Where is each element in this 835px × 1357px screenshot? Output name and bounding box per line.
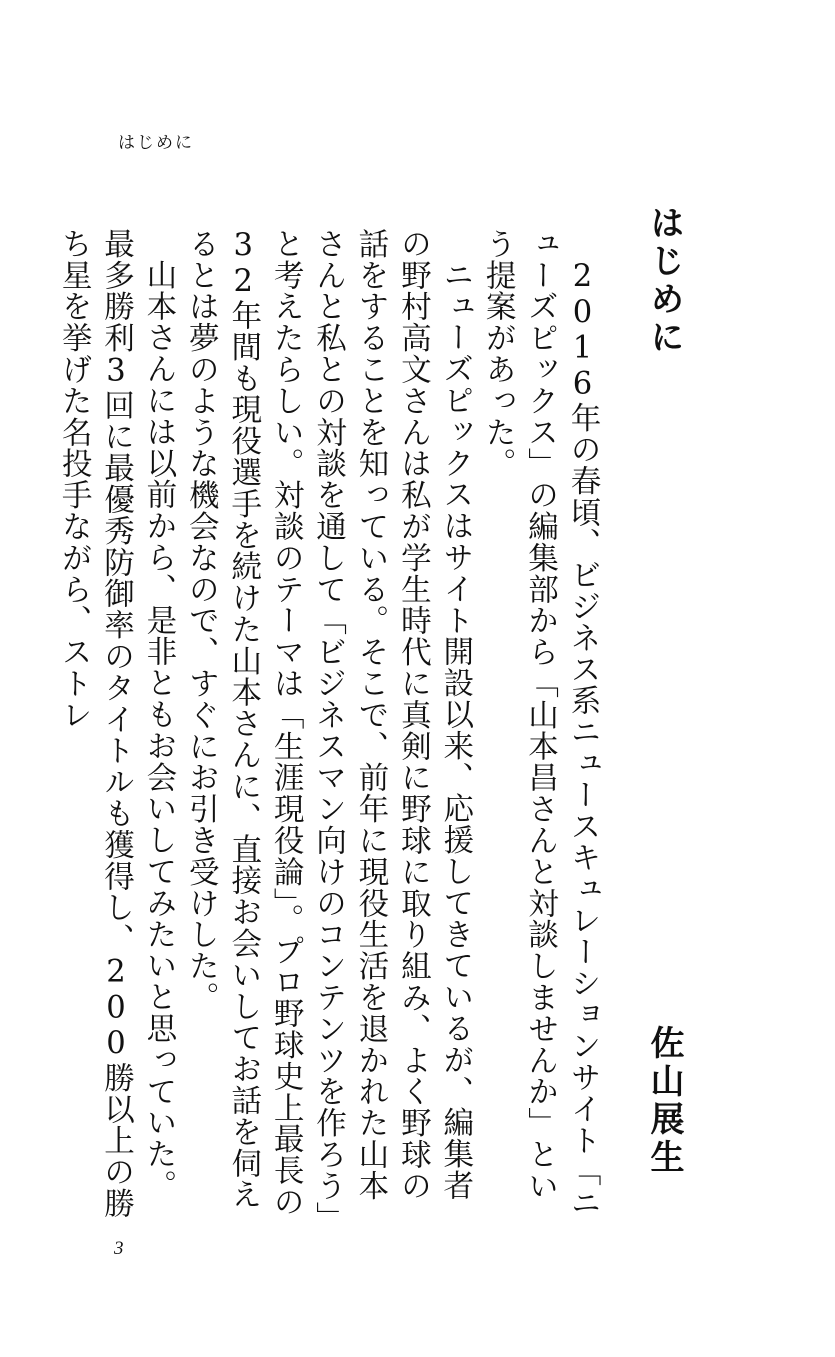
body-text	[56, 228, 603, 1228]
paragraph-3: 山本さんには以前から、是非ともお会いしてみたいと思っていた。最多勝利3回に最優秀防御率のタイトルも獲得し、200勝以上の勝ち星を挙げた名投手ながら、ストレ	[56, 228, 176, 1219]
running-head: はじめに	[118, 133, 194, 153]
page-number: 3	[114, 1238, 124, 1259]
author-name: 佐山展生	[644, 1025, 684, 1177]
chapter-title: はじめに	[644, 205, 684, 357]
paragraph-1: 2016年の春頃、ビジネス系ニュースキュレーションサイト「ニューズピックス」の編集部から「山本昌さんと対談しませんか」という提案があった。	[480, 228, 600, 1219]
paragraph-2: ニューズピックスはサイト開設以来、応援してきているが、編集者の野村高文さんは私が学生時代に真剣に野球に取り組み、よく野球の話をすることを知っている。そこで、前年に現役生活を退かれた山本さんと私との対談を通して「ビジネスマン向けのコンテンツを作ろう」と考えたらしい。対談のテーマは「生涯現役論」。プロ野球史上最長の32年間も現役選手を続けた山本さんに、直接お会いしてお話を伺えるとは夢のような機会なので、すぐにお引き受けした。	[183, 228, 473, 1218]
